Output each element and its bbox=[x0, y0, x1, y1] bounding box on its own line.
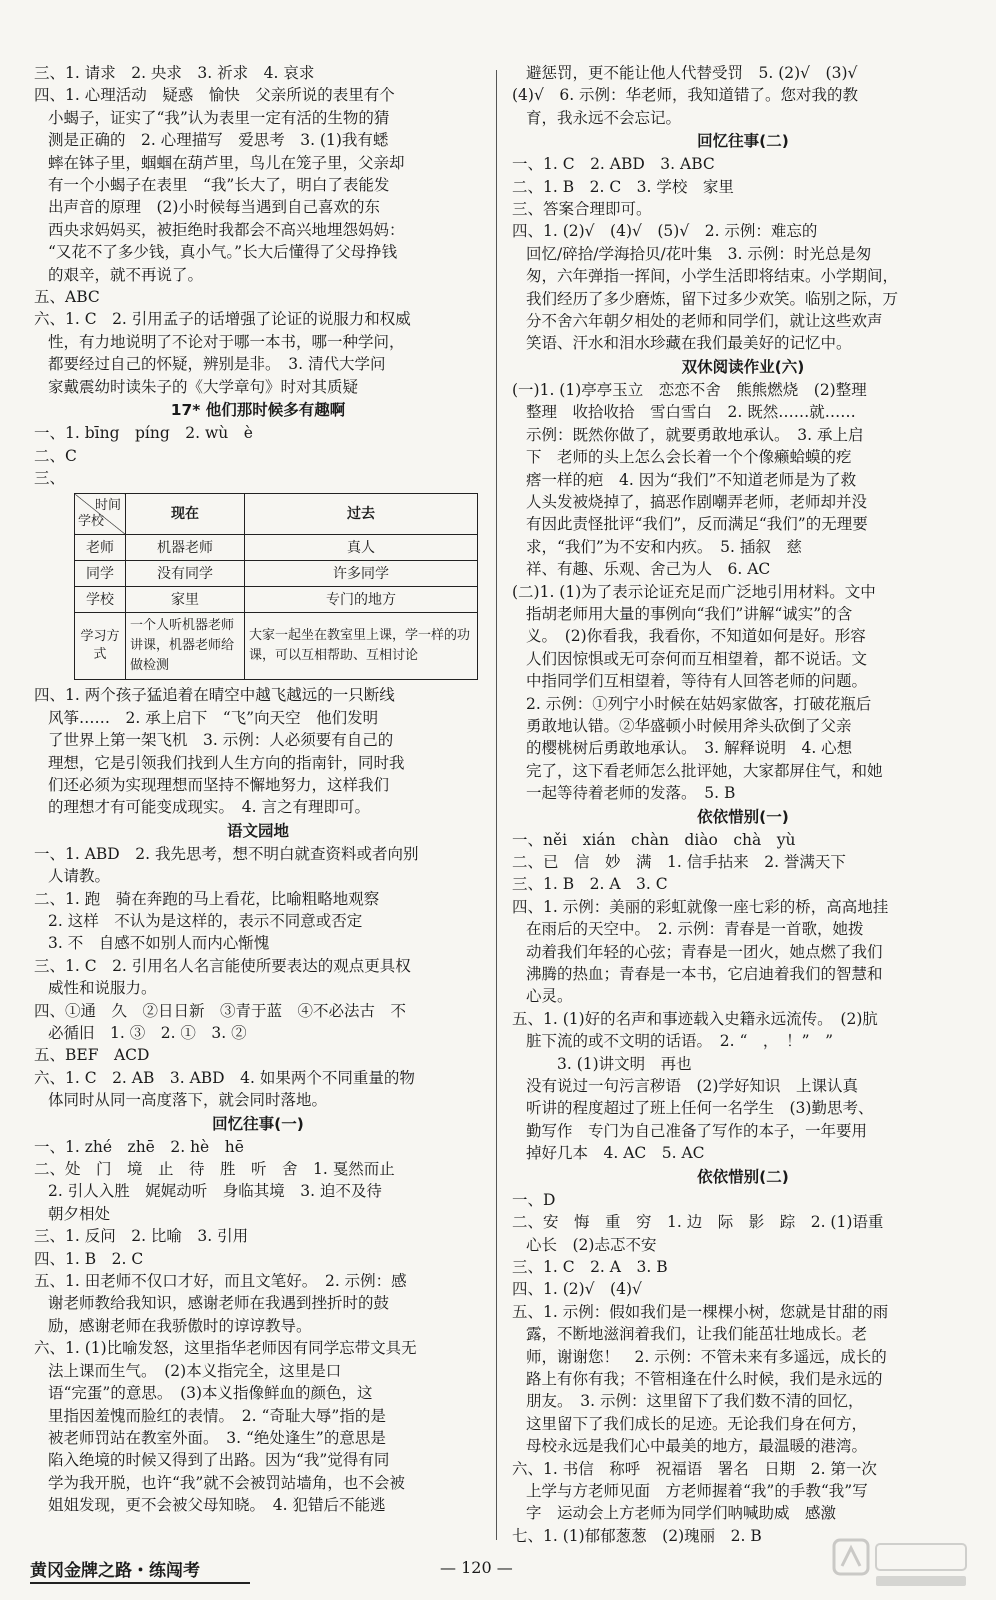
answer-line: 匆，六年弹指一挥间，小学生活即将结束。小学期间， bbox=[526, 267, 899, 286]
answer-line: 五、ABC bbox=[34, 288, 100, 307]
answer-line: 学为我开脱，也许“我”就不会被罚站墙角，也不会被 bbox=[48, 1473, 405, 1492]
answer-line: 西央求妈妈买，被拒绝时我都会不高兴地埋怨妈妈： bbox=[48, 220, 405, 239]
answer-line: 测是正确的 2. 心理描写 爱思考 3. (1)我有蟋 bbox=[48, 131, 389, 150]
table-corner bbox=[75, 494, 126, 535]
answer-line: 朋友。 3. 示例：这里留下了我们数不清的回忆， bbox=[526, 1392, 864, 1411]
corner-school-label: 学校 bbox=[78, 513, 105, 529]
answer-block bbox=[34, 684, 482, 818]
answer-line: 有一个小蝎子在表里 “我”长大了，明白了表能发 bbox=[48, 176, 390, 195]
answer-line: 勤写作 专门为自己准备了写作的本子，一年要用 bbox=[526, 1121, 868, 1140]
answer-line: 沸腾的热血；青春是一本书，它启迪着我们的智慧和 bbox=[526, 965, 883, 984]
answer-line: 的理想才有可能变成现实。 4. 言之有理即可。 bbox=[48, 798, 370, 817]
answer-line: 露，不断地滋润着我们，让我们能茁壮地成长。老 bbox=[526, 1325, 868, 1344]
table-cell: 真人 bbox=[245, 535, 478, 561]
answer-block bbox=[34, 422, 482, 489]
answer-line: 中指同学们互相望着，等待有人回答老师的问题。 bbox=[526, 672, 868, 691]
answer-line: 四、①通 久 ②日日新 ③青于蓝 ④不必法古 不 bbox=[34, 1001, 407, 1020]
table-header-now: 现在 bbox=[126, 494, 245, 535]
answer-line: 里指因羞愧而脸红的表情。 2. “奇耻大辱”指的是 bbox=[48, 1406, 386, 1425]
book-series-title: 黄冈金牌之路・练闯考 bbox=[30, 1561, 200, 1581]
answer-block bbox=[34, 1136, 482, 1517]
answer-line: 四、1. 两个孩子猛追着在晴空中越飞越远的一只断线 bbox=[34, 686, 395, 705]
section-heading: 依依惜别(二) bbox=[697, 1167, 789, 1186]
table-cell: 许多同学 bbox=[245, 561, 478, 587]
answer-line: 小蝎子，证实了“我”认为表里一定有活的生物的猜 bbox=[48, 108, 390, 127]
answer-line: 心长 (2)忐忑不安 bbox=[526, 1235, 657, 1254]
answer-line: 一、D bbox=[512, 1190, 556, 1209]
section-heading: 语文园地 bbox=[226, 821, 289, 840]
answer-line: 法上课而生气。 (2)本义指完全，这里是口 bbox=[48, 1361, 342, 1380]
answer-line: 师，谢谢您！ 2. 示例：不管未来有多遥远，成长的 bbox=[526, 1347, 887, 1366]
answer-line: 完了，这下看老师怎么批评她，大家都屏住气，和她 bbox=[526, 761, 883, 780]
section-heading: 双休阅读作业(六) bbox=[681, 357, 805, 376]
answer-line: 家戴震幼时读朱子的《大学章句》时对其质疑 bbox=[48, 377, 359, 396]
answer-line: 六、1. C 2. 引用孟子的话增强了论证的说服力和权威 bbox=[34, 310, 411, 329]
answer-line: 3. (1)讲文明 再也 bbox=[526, 1054, 692, 1073]
answer-line: 二、C bbox=[34, 446, 77, 465]
answer-line: 二、安 悔 重 穷 1. 边 际 影 踪 2. (1)语重 bbox=[512, 1213, 884, 1232]
answer-line: 人请教。 bbox=[48, 867, 111, 886]
answer-line: 一、něi xián chàn diào chà yù bbox=[512, 830, 796, 849]
section-heading: 回忆往事(一) bbox=[212, 1114, 304, 1133]
answer-line: 都要经过自己的怀疑，辨别是非。 3. 清代大学问 bbox=[48, 355, 386, 374]
section-heading: 回忆往事(二) bbox=[697, 132, 789, 151]
answer-block bbox=[512, 379, 974, 805]
answer-line: 整理 收拾收拾 雪白雪白 2. 既然……就…… bbox=[526, 403, 856, 422]
answer-line: 在雨后的天空中。 2. 示例：青春是一首歌，她拨 bbox=[526, 920, 864, 939]
answer-line: 五、1. 田老师不仅口才好，而且文笔好。 2. 示例：感 bbox=[34, 1272, 407, 1291]
answer-line: “又花不了多少钱，真小气。”长大后懂得了父母挣钱 bbox=[48, 243, 398, 262]
answer-line: 体同时从同一高度落下，就会同时落地。 bbox=[48, 1091, 328, 1110]
answer-line: 听讲的程度超过了班上任何一名学生 (3)勤思考、 bbox=[526, 1099, 874, 1118]
answer-line: 一起等待着老师的发落。 5. B bbox=[526, 784, 736, 803]
answer-line: 四、1. (2)√ (4)√ (5)√ 2. 示例：难忘的 bbox=[512, 222, 818, 241]
answer-line: 没有说过一句污言秽语 (2)学好知识 上课认真 bbox=[526, 1077, 858, 1096]
answer-line: 回忆/碎拾/学海拾贝/花叶集 3. 示例：时光总是匆 bbox=[526, 244, 872, 263]
answer-line: 三、1. 请求 2. 央求 3. 祈求 4. 哀求 bbox=[34, 64, 315, 82]
answer-line: 三、1. 反问 2. 比喻 3. 引用 bbox=[34, 1227, 249, 1246]
answer-line: 五、BEF ACD bbox=[34, 1046, 150, 1065]
answer-line: 有因此责怪批评“我们”，反而满足“我们”的无理要 bbox=[526, 515, 868, 534]
answer-line: 五、1. (1)好的名声和事迹载入史籍永远流传。 (2)肮 bbox=[512, 1009, 878, 1028]
answer-line: 指胡老师用大量的事例向“我们”讲解“诚实”的含 bbox=[526, 604, 853, 623]
answer-line: 避惩罚，更不能让他人代替受罚 5. (2)√ (3)√ bbox=[526, 64, 858, 82]
answer-line: 义。 (2)你看我，我看你，不知道如何是好。形容 bbox=[526, 627, 866, 646]
answer-line: 求，“我们”为不安和内疚。 5. 插叙 慈 bbox=[526, 537, 802, 556]
section-heading: 17* 他们那时候多有趣啊 bbox=[170, 401, 346, 420]
table-header-past: 过去 bbox=[245, 494, 478, 535]
answer-block bbox=[512, 829, 974, 1165]
answer-block bbox=[34, 62, 482, 398]
answer-line: 心灵。 bbox=[526, 987, 573, 1006]
section-heading: 依依惜别(一) bbox=[697, 807, 789, 826]
answer-line: 二、1. 跑 骑在奔跑的马上看花，比喻粗略地观察 bbox=[34, 889, 380, 908]
answer-line: 二、处 门 境 止 待 胜 听 舍 1. 戛然而止 bbox=[34, 1160, 395, 1179]
answer-line: 的艰辛，就不再说了。 bbox=[48, 265, 204, 284]
answer-line: 三、 bbox=[34, 468, 66, 487]
answer-line: 瘩一样的疤 4. 因为“我们”不知道老师是为了救 bbox=[526, 470, 857, 489]
answer-line: (4)√ 6. 示例：华老师，我知道错了。您对我的教 bbox=[512, 86, 859, 105]
answer-line: (一)1. (1)亭亭玉立 恋恋不舍 熊熊燃烧 (2)整理 bbox=[512, 380, 867, 399]
table-row bbox=[75, 535, 478, 561]
answer-line: 三、1. C 2. A 3. B bbox=[512, 1257, 668, 1276]
answer-line: 理想，它是引领我们找到人生方向的指南针，同时我 bbox=[48, 753, 405, 772]
answer-line: 了世界上第一架飞机 3. 示例：人必须要有自己的 bbox=[48, 731, 394, 750]
answer-block bbox=[512, 62, 974, 129]
table-cell: 老师 bbox=[75, 535, 126, 561]
answer-line: 一、1. ABD 2. 我先思考，想不明白就查资料或者向别 bbox=[34, 844, 419, 863]
answer-line: 二、已 信 妙 满 1. 信手拈来 2. 誉满天下 bbox=[512, 853, 846, 871]
answer-line: 2. 引人入胜 娓娓动听 身临其境 3. 迫不及待 bbox=[48, 1182, 382, 1201]
answer-line: 祥、有趣、乐观、舍己为人 6. AC bbox=[526, 560, 771, 579]
answer-line: 路上有你有我；不管相逢在什么时候，我们是永远的 bbox=[526, 1369, 883, 1388]
answer-line: 四、1. (2)√ (4)√ bbox=[512, 1280, 642, 1299]
answer-line: 性，有力地说明了不论对于哪一本书，哪一种学问， bbox=[48, 332, 405, 351]
answer-line: 三、1. C 2. 引用名人名言能使所要表达的观点更具权 bbox=[34, 956, 411, 975]
answer-line: 风筝…… 2. 承上启下 “飞”向天空 他们发明 bbox=[48, 708, 379, 727]
answer-line: 谢老师教给我知识，感谢老师在我遇到挫折时的鼓 bbox=[48, 1294, 390, 1313]
answer-line: 脏下流的或不文明的话语。 2. “ ， ！” ” bbox=[526, 1032, 833, 1051]
answer-line: 分不舍六年朝夕相处的老师和同学们，就让这些欢声 bbox=[526, 312, 883, 331]
answer-line: 七、1. (1)郁郁葱葱 (2)瑰丽 2. B bbox=[512, 1526, 762, 1545]
answer-line: 育，我永远不会忘记。 bbox=[526, 108, 682, 127]
table-cell: 同学 bbox=[75, 561, 126, 587]
table-cell: 没有同学 bbox=[126, 561, 245, 587]
column-divider bbox=[496, 70, 497, 1540]
answer-line: 3. 不 自感不如别人而内心惭愧 bbox=[48, 934, 270, 953]
answer-line: 我们经历了多少磨炼，留下过多少欢笑。临别之际，万 bbox=[526, 289, 899, 308]
answer-block bbox=[34, 843, 482, 1112]
answer-line: 威性和说服力。 bbox=[48, 979, 157, 998]
answer-line: 四、1. 示例：美丽的彩虹就像一座七彩的桥，高高地挂 bbox=[512, 897, 889, 916]
answer-line: 二、1. B 2. C 3. 学校 家里 bbox=[512, 177, 734, 196]
answer-line: 四、1. 心理活动 疑惑 愉快 父亲所说的表里有个 bbox=[34, 86, 395, 105]
answer-line: 勇敢地认错。②华盛顿小时候用斧头砍倒了父亲 bbox=[526, 716, 852, 735]
answer-line: 笑语、汗水和泪水珍藏在我们最美好的记忆中。 bbox=[526, 334, 852, 353]
answer-line: 姐姐发现，更不会被父母知晓。 4. 犯错后不能逃 bbox=[48, 1496, 386, 1515]
answer-line: 人头发被烧掉了，搞恶作剧嘲弄老师，老师却并没 bbox=[526, 492, 868, 511]
answer-line: 下 老师的头上怎么会长着一个个像癞蛤蟆的疙 bbox=[526, 448, 852, 467]
answer-line: 字 运动会上方老师为同学们呐喊助威 感激 bbox=[526, 1504, 837, 1523]
answer-line: 示例：既然你做了，就要勇敢地承认。 3. 承上启 bbox=[526, 425, 864, 444]
table-row bbox=[75, 561, 478, 587]
answer-line: (二)1. (1)为了表示论证充足而广泛地引用材料。文中 bbox=[512, 582, 876, 601]
left-column bbox=[34, 62, 482, 1517]
corner-time-label: 时间 bbox=[94, 498, 121, 514]
answer-line: 三、答案合理即可。 bbox=[512, 200, 652, 219]
answer-block bbox=[512, 153, 974, 355]
watermark-logo-icon bbox=[832, 1536, 972, 1590]
answer-line: 动着我们年轻的心弦；青春是一团火，她点燃了我们 bbox=[526, 942, 883, 961]
answer-line: 励，感谢老师在我骄傲时的谆谆教导。 bbox=[48, 1316, 312, 1335]
answer-line: 母校永远是我们心中最美的地方，最温暖的港湾。 bbox=[526, 1437, 868, 1456]
right-column bbox=[512, 62, 974, 1547]
answer-line: 蟀在钵子里，蝈蝈在葫芦里，鸟儿在笼子里，父亲却 bbox=[48, 153, 405, 172]
answer-line: 必循旧 1. ③ 2. ① 3. ② bbox=[48, 1024, 247, 1042]
answer-line: 这里留下了我们成长的足迹。无论我们身在何方， bbox=[526, 1414, 868, 1433]
answer-line: 四、1. B 2. C bbox=[34, 1249, 144, 1268]
answer-line: 一、1. C 2. ABD 3. ABC bbox=[512, 155, 715, 174]
table-row bbox=[75, 613, 478, 680]
answer-line: 六、1. (1)比喻发怒，这里指华老师因有同学忘带文具无 bbox=[34, 1339, 417, 1358]
answer-line: 2. 这样 不认为是这样的，表示不同意或否定 bbox=[48, 911, 363, 930]
answer-line: 人们因惊惧或无可奈何而互相望着，都不说话。文 bbox=[526, 649, 868, 668]
table-cell: 专门的地方 bbox=[245, 587, 478, 613]
answer-line: 五、1. 示例：假如我们是一棵棵小树，您就是甘甜的雨 bbox=[512, 1302, 889, 1321]
answer-line: 2. 示例：①列宁小时候在姑妈家做客，打破花瓶后 bbox=[526, 694, 872, 713]
answer-line: 陷入绝境的时候又得到了出路。因为“我”觉得有同 bbox=[48, 1451, 390, 1470]
page-number: — 120 — bbox=[440, 1558, 513, 1577]
table-row bbox=[75, 587, 478, 613]
table-cell: 家里 bbox=[126, 587, 245, 613]
answer-line: 一、1. zhé zhē 2. hè hē bbox=[34, 1137, 244, 1156]
answer-line: 三、1. B 2. A 3. C bbox=[512, 875, 668, 894]
answer-block bbox=[512, 1189, 974, 1548]
answer-line: 上学与方老师见面 方老师握着“我”的手教“我”写 bbox=[526, 1481, 868, 1500]
answer-line: 六、1. C 2. AB 3. ABD 4. 如果两个不同重量的物 bbox=[34, 1068, 415, 1087]
answer-line: 一、1. bīng píng 2. wù è bbox=[34, 424, 253, 443]
answer-line: 朝夕相处 bbox=[48, 1204, 111, 1223]
answer-line: 的樱桃树后勇敢地承认。 3. 解释说明 4. 心想 bbox=[526, 739, 853, 758]
table-cell: 大家一起坐在教室里上课，学一样的功课，可以互相帮助、互相讨论 bbox=[245, 613, 478, 680]
table-row bbox=[75, 494, 478, 535]
comparison-table bbox=[74, 493, 478, 680]
footer-underline bbox=[30, 1582, 250, 1584]
answer-line: 出声音的原理 (2)小时候每当遇到自己喜欢的东 bbox=[48, 198, 380, 217]
table-cell: 一个人听机器老师讲课，机器老师给做检测 bbox=[126, 613, 245, 680]
answer-line: 六、1. 书信 称呼 祝福语 署名 日期 2. 第一次 bbox=[512, 1459, 877, 1478]
table-cell: 机器老师 bbox=[126, 535, 245, 561]
table-cell: 学习方式 bbox=[75, 613, 126, 680]
table-cell: 学校 bbox=[75, 587, 126, 613]
answer-line: 们还必须为实现理想而坚持不懈地努力，这样我们 bbox=[48, 775, 390, 794]
answer-line: 语“完蛋”的意思。 (3)本义指像鲜血的颜色，这 bbox=[48, 1384, 373, 1403]
answer-line: 被老师罚站在教室外面。 3. “绝处逢生”的意思是 bbox=[48, 1428, 386, 1447]
answer-line: 掉好几本 4. AC 5. AC bbox=[526, 1144, 705, 1163]
